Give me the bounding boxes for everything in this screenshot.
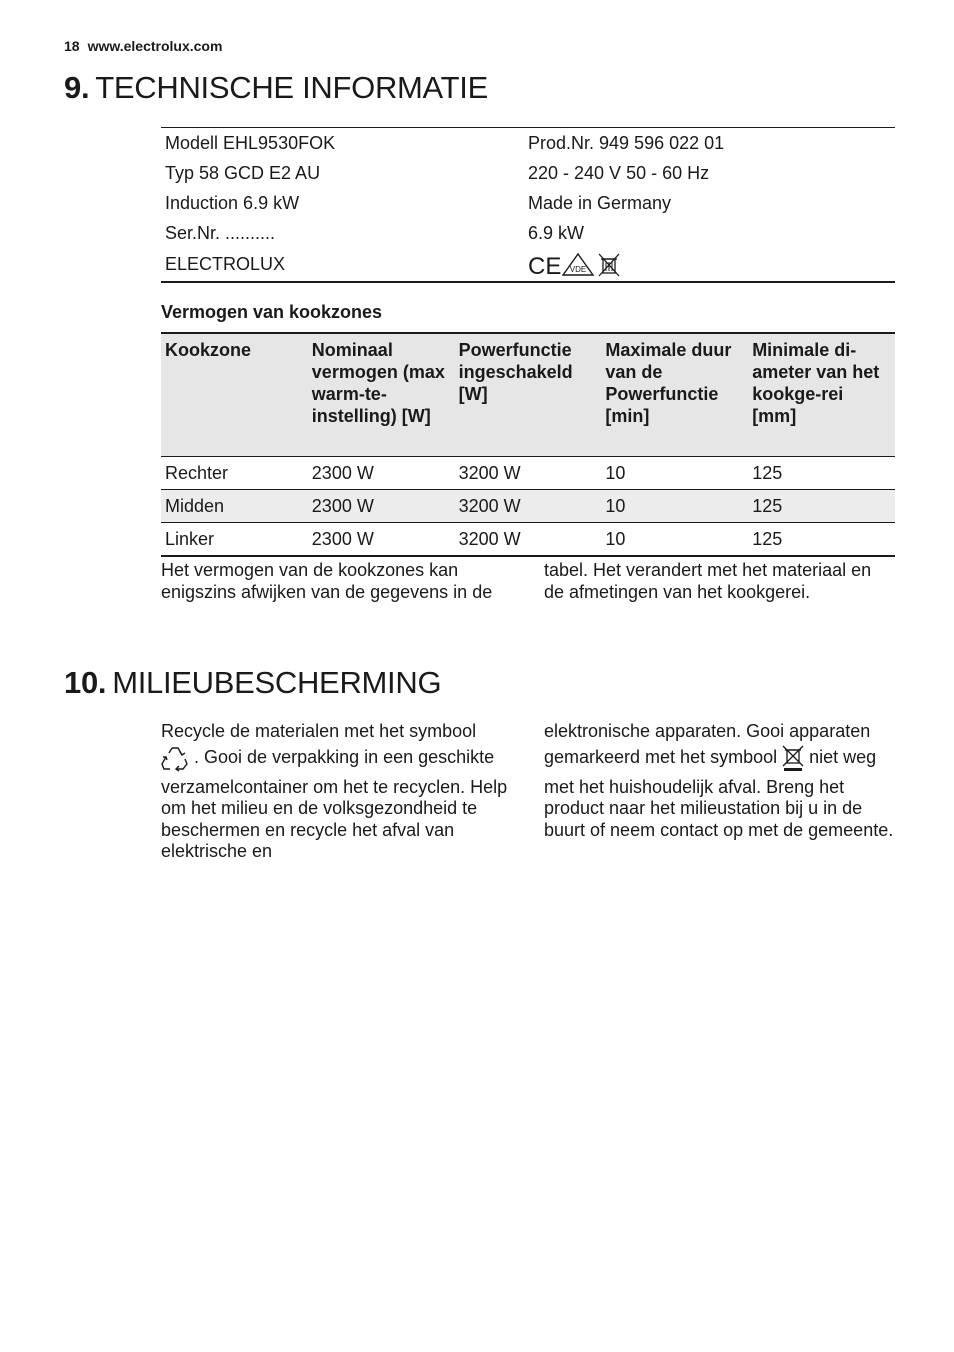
header-url: www.electrolux.com [87,38,223,54]
environment-text-right: elektronische apparaten. Gooi apparaten gemarkeerd met het symbool niet weg met het huishoudelijk afval. Breng het product naar het milieustation bij u in de buurt of neem contact op met de gemeente. [544,721,894,840]
section-9-title: 9. TECHNISCHE INFORMATIE [64,70,488,105]
power-table [161,332,895,557]
brand-name: ELECTROLUX [165,254,286,274]
certification-marks [528,252,895,280]
spec-row [161,248,895,281]
ce-mark-icon [528,252,562,280]
weee-bin-icon [782,745,804,771]
page-header [64,38,222,54]
spec-row: Modell EHL9530FOK Prod.Nr. 949 596 022 01 [165,132,725,153]
spec-row: Typ 58 GCD E2 AU 220 - 240 V 50 - 60 Hz [165,162,710,183]
table-row: Rechter 2300 W 3200 W 10 125 [161,457,895,490]
table-header-cell: Powerfunctie ingeschakeld [W] [458,340,573,404]
power-subheading: Vermogen van kookzones [161,302,383,322]
table-header-cell: Maximale duur van de Powerfunctie [min] [605,340,732,426]
spec-row: Ser.Nr. .......... 6.9 kW [165,222,585,243]
environment-text-left: Recycle de materialen met het symbool . Gooi de verpakking in een geschikte verzamelcontainer om het te recyclen. Help om het milieu en de volksgezondheid te beschermen en recycle het afval van elektrische en [161,721,508,861]
power-note-right: tabel. Het verandert met het materiaal en de afmetingen van het kookgerei. [544,560,872,602]
spec-table [161,127,895,283]
vde-mark-icon [562,253,594,277]
spec-row: Induction 6.9 kW Made in Germany [165,192,672,213]
table-header-cell: Nominaal vermogen (max warm-te-instelling) [W] [311,340,445,426]
table-row: Linker 2300 W 3200 W 10 125 [161,523,895,557]
table-header-cell: Minimale di-ameter van het kookge-rei [mm] [752,340,880,426]
table-header-row [161,334,895,457]
table-header-cell: Kookzone [165,340,252,360]
page-number: 18 [64,38,80,54]
section-10-title: 10. MILIEUBESCHERMING [64,665,442,700]
power-note-left: Het vermogen van de kookzones kan enigszins afwijken van de gegevens in de [161,560,493,602]
weee-bin-icon [598,253,620,277]
table-row: Midden 2300 W 3200 W 10 125 [161,490,895,523]
ce-mark-label: CE [528,252,562,280]
vde-mark-label: VDE [569,264,587,274]
recycle-icon [161,745,189,771]
